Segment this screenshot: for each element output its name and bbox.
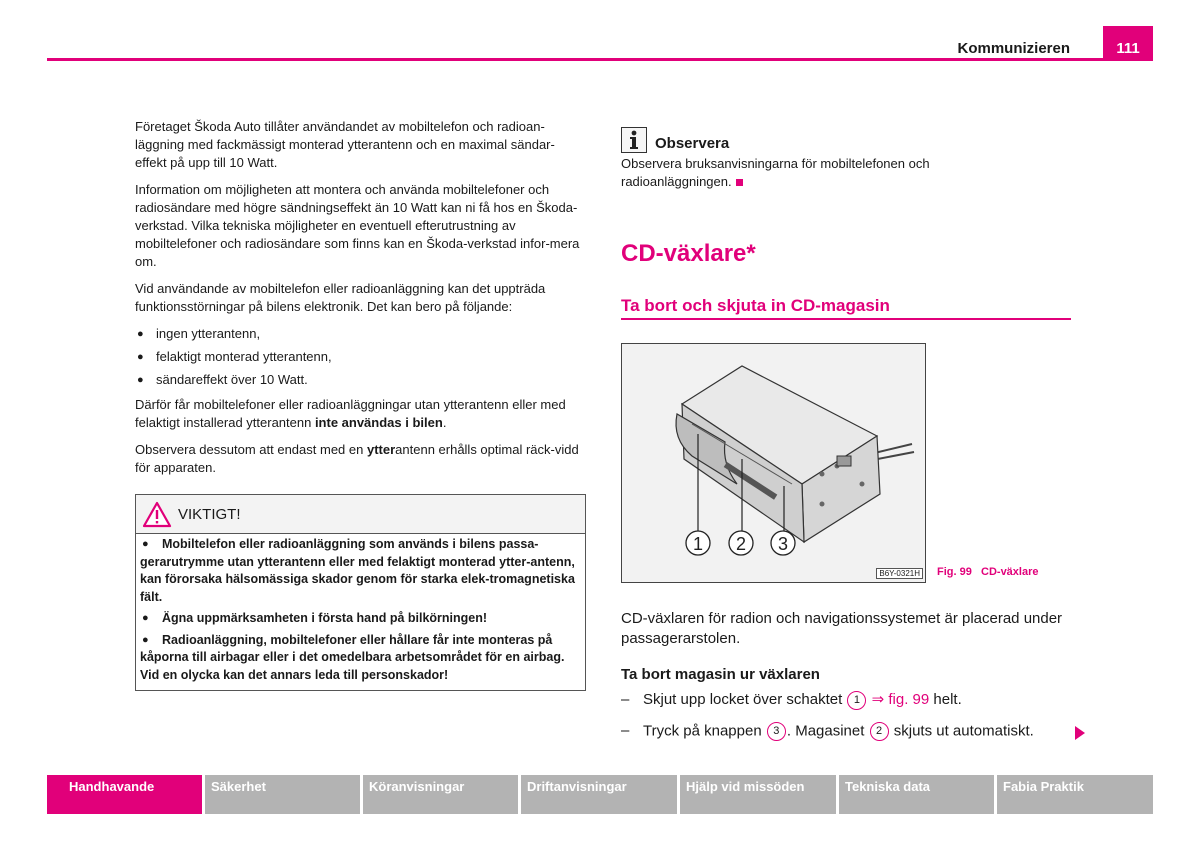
note-box (621, 123, 1021, 191)
figure-code: B6Y-0321H (876, 568, 923, 579)
tab-driftanvisningar[interactable]: Driftanvisningar (521, 775, 677, 814)
callout-ref: 2 (870, 722, 889, 741)
list-item: ● felaktigt monterad ytterantenn, (135, 348, 585, 366)
note-text: Observera bruksanvisningarna för mobiltelefonen och radioanläggningen. (621, 156, 930, 189)
end-marker (736, 179, 743, 186)
subsection-rule (621, 318, 1071, 320)
info-icon (621, 127, 647, 153)
next-page-arrow-icon[interactable] (1075, 726, 1085, 740)
figure-caption: Fig. 99 CD-växlare (937, 566, 1039, 578)
tab-koranvisningar[interactable]: Köranvisningar (363, 775, 518, 814)
note-header (621, 123, 1021, 153)
cd-changer-illustration (622, 344, 925, 582)
intro-text: CD-växlaren för radion och navigationssystemet är placerad under passagerarstolen. (621, 610, 1063, 647)
paragraph: Information om möjligheten att montera och använda mobiltelefoner och radiosändare med högre sändningseffekt än 10 Watt kan ni få hos en Škoda-verkstad. Vilka tekniska möjligheter en eventuell efterutrustning av mobiltelefoner och radiosändare som finns kan en Škoda-verkstad infor-mera om. (135, 182, 580, 269)
warning-item: ● Mobiltelefon eller radioanläggning som används i bilens passa-gerarutrymme utan ytterantenn eller med felaktigt monterad ytter-antenn, kan förorsaka hälsomässiga skador genom för starka elek-tromagnetiska fält. (140, 536, 581, 606)
figure-cd-changer (621, 343, 926, 583)
subsection-title: Ta bort och skjuta in CD-magasin (621, 296, 890, 315)
page-number: 111 (1103, 26, 1153, 61)
warning-item: ● Ägna uppmärksamheten i första hand på bilkörningen! (140, 610, 581, 628)
step-2: – Tryck på knappen 3 . Magasinet 2 skjuts ut automatiskt. (621, 722, 1034, 740)
callout-ref: 1 (847, 691, 866, 710)
paragraph: Företaget Škoda Auto tillåter användandet av mobiltelefon och radioan-läggning med fackmässigt monterad ytterantenn och en maximal sändar-effekt på upp till 10 Watt. (135, 119, 555, 170)
tab-tekniska-data[interactable]: Tekniska data (839, 775, 994, 814)
tab-hjalp-vid-missoden[interactable]: Hjälp vid missöden (680, 775, 836, 814)
warning-header (136, 495, 585, 534)
procedure-heading: Ta bort magasin ur växlaren (621, 666, 820, 683)
section-title: CD-växlare* (621, 240, 756, 267)
warning-triangle-icon (142, 501, 172, 528)
warning-box (135, 494, 586, 691)
bullet-list (135, 325, 585, 389)
callout-3: 3 (777, 534, 789, 554)
tab-sakerhet[interactable]: Säkerhet (205, 775, 360, 814)
paragraph: Observera dessutom att endast med en ytterantenn erhålls optimal räck-vidd för apparaten. (135, 442, 579, 475)
list-item: ● ingen ytterantenn, (135, 325, 585, 343)
warning-title: VIKTIGT! (178, 505, 241, 523)
tab-handhavande[interactable]: Handhavande (47, 775, 202, 814)
warning-item: ● Radioanläggning, mobiltelefoner eller hållare får inte monteras på kåporna till airbagar eller i det omedelbara arbetsområdet för en airbag. Vid en olycka kan det annars leda till personskador! (140, 632, 581, 685)
paragraph: Därför får mobiltelefoner eller radioanläggningar utan ytterantenn eller med felaktigt installerad ytterantenn inte användas i bilen. (135, 397, 566, 430)
callout-1: 1 (692, 534, 704, 554)
step-1: – Skjut upp locket över schaktet 1 ⇒ fig. 99 helt. (621, 691, 962, 708)
chapter-nav (47, 775, 1153, 814)
paragraph: Vid användande av mobiltelefon eller radioanläggning kan det uppträda funktionsstörningar på bilens elektronik. Det kan bero på följande: (135, 281, 546, 314)
list-item: ● sändareffekt över 10 Watt. (135, 371, 585, 389)
header-rule (47, 58, 1153, 61)
warning-body (136, 534, 585, 690)
note-title: Observera (655, 135, 730, 152)
callout-ref: 3 (767, 722, 786, 741)
left-column (135, 118, 585, 486)
callout-2: 2 (735, 534, 747, 554)
running-header: Kommunizieren (957, 40, 1070, 57)
tab-fabia-praktik[interactable]: Fabia Praktik (997, 775, 1153, 814)
figure-link[interactable]: ⇒ fig. 99 (871, 691, 930, 708)
